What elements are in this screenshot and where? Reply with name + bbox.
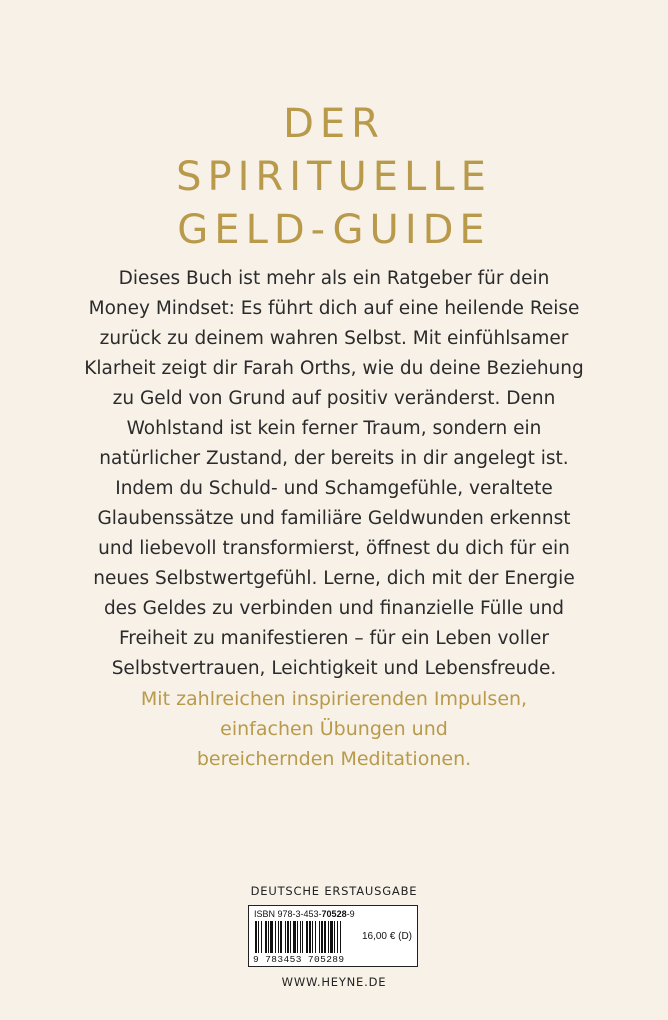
blurb-line: Klarheit zeigt dir Farah Orths, wie du deine Beziehung bbox=[84, 358, 584, 379]
blurb-text bbox=[40, 264, 628, 684]
blurb-line: neues Selbstwertgefühl. Lerne, dich mit der Energie bbox=[93, 568, 575, 589]
blurb-line: zurück zu deinem wahren Selbst. Mit einfühlsamer bbox=[99, 328, 569, 349]
blurb-line: Dieses Buch ist mehr als ein Ratgeber für dein bbox=[118, 268, 550, 289]
title-line-1: DER bbox=[283, 101, 385, 147]
blurb-line: Wohlstand ist kein ferner Traum, sondern ein bbox=[126, 418, 542, 439]
blurb-line: Indem du Schuld- und Schamgefühle, veraltete bbox=[115, 478, 553, 499]
blurb-line: Selbstvertrauen, Leichtigkeit und Lebensfreude. bbox=[111, 658, 557, 679]
publisher-website: WWW.HEYNE.DE bbox=[281, 975, 387, 989]
title-line-3: GELD-GUIDE bbox=[177, 207, 491, 253]
highlight-line: Mit zahlreichen inspirierenden Impulsen, bbox=[140, 688, 528, 710]
highlight-text bbox=[40, 684, 628, 774]
blurb-line: und liebevoll transformierst, öffnest du dich für ein bbox=[98, 538, 570, 559]
blurb-line: Freiheit zu manifestieren – für ein Leben voller bbox=[118, 628, 550, 649]
blurb-line: natürlicher Zustand, der bereits in dir angelegt ist. bbox=[99, 448, 569, 469]
blurb-line: Glaubenssätze und familiäre Geldwunden erkennst bbox=[97, 508, 571, 529]
price-label: 16,00 € (D) bbox=[361, 931, 412, 942]
highlight-line: bereichernden Meditationen. bbox=[196, 748, 472, 770]
isbn-number: ISBN 978-3-453-70528-9 bbox=[254, 909, 355, 919]
barcode-bars bbox=[255, 921, 355, 953]
highlight-line: einfachen Übungen und bbox=[220, 718, 448, 740]
barcode-digits: 9 783453 705289 bbox=[253, 954, 345, 965]
barcode-box bbox=[248, 905, 418, 967]
book-title bbox=[0, 98, 668, 257]
edition-label: DEUTSCHE ERSTAUSGABE bbox=[250, 884, 418, 898]
blurb-line: Money Mindset: Es führt dich auf eine heilende Reise bbox=[88, 298, 580, 319]
title-line-2: SPIRITUELLE bbox=[176, 154, 492, 200]
blurb-line: zu Geld von Grund auf positiv veränderst. Denn bbox=[112, 388, 556, 409]
blurb-line: des Geldes zu verbinden und finanzielle Fülle und bbox=[103, 598, 565, 619]
